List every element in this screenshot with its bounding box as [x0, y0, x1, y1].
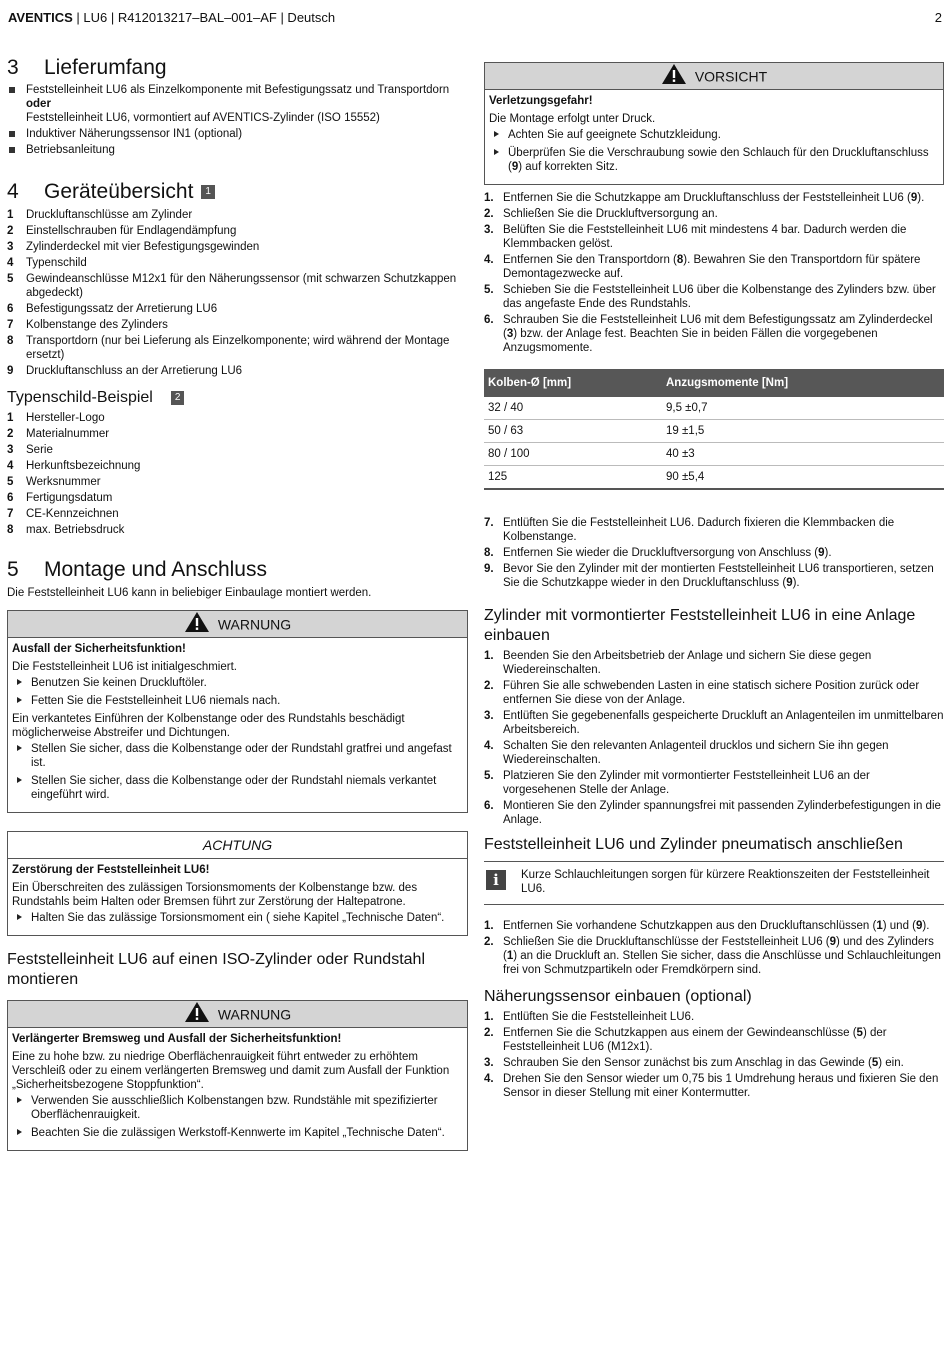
list-item: Induktiver Näherungssensor IN1 (optional) — [7, 127, 468, 141]
figure-ref: 1 — [201, 185, 215, 199]
list-item: 4 Herkunftsbezeichnung — [7, 460, 141, 472]
list-item: 4 Typenschild — [7, 257, 87, 269]
section-5-intro: Die Feststelleinheit LU6 kann in beliebiger Einbaulage montiert werden. — [7, 587, 372, 599]
list-item: 2 Einstellschrauben für Endlagendämpfung — [7, 225, 237, 237]
warning-text: Die Feststelleinheit LU6 ist initialgeschmiert. — [12, 661, 237, 673]
list-item: 7 CE-Kennzeichnen — [7, 508, 119, 520]
action-item: Achten Sie auf geeignete Schutzkleidung. — [489, 128, 939, 142]
table-cell: 80 / 100 — [484, 443, 662, 466]
action-item: Beachten Sie die zulässigen Werkstoff-Kennwerte im Kapitel „Technische Daten“. — [12, 1126, 463, 1140]
list-item: 2. Führen Sie alle schwebenden Lasten in eine statisch sichere Position zurück oder entfernen Sie diese von der Anlage. — [484, 680, 920, 706]
table-cell: 19 ±1,5 — [662, 420, 944, 443]
typeplate-list — [7, 411, 468, 537]
table-cell: 125 — [484, 466, 662, 490]
list-item: 1. Entfernen Sie vorhandene Schutzkappen aus den Druckluftanschlüssen (1) und (9). — [484, 920, 930, 932]
pneumatic-heading: Feststelleinheit LU6 und Zylinder pneumatisch anschließen — [484, 836, 903, 853]
table-row — [484, 466, 944, 490]
brand: AVENTICS — [8, 10, 73, 25]
list-item: 3. Entlüften Sie gegebenenfalls gespeicherte Druckluft an Anlagenteilen im unmittelbaren Arbeitsbereich. — [484, 710, 944, 736]
action-item: Verwenden Sie ausschließlich Kolbenstangen bzw. Rundstähle mit spezifizierter Oberflächenrauigkeit. — [12, 1094, 463, 1122]
list-item: 4. Schalten Sie den relevanten Anlagenteil drucklos und sichern Sie ihn gegen Wiedereinschalten. — [484, 740, 889, 766]
list-item: 3. Schrauben Sie den Sensor zunächst bis zum Anschlag in das Gewinde (5) ein. — [484, 1057, 904, 1069]
list-item: 8. Entfernen Sie wieder die Druckluftversorgung von Anschluss (9). — [484, 547, 832, 559]
list-item: 4. Drehen Sie den Sensor wieder um 0,75 bis 1 Umdrehung heraus und fixieren Sie den Sensor in dieser Stellung mit einer Kontermutter. — [484, 1073, 939, 1099]
warning-icon — [184, 1001, 210, 1031]
table-cell: 32 / 40 — [484, 397, 662, 420]
iso-heading: Feststelleinheit LU6 auf einen ISO-Zylinder oder Rundstahl montieren — [7, 951, 425, 988]
mount-steps-cont — [484, 516, 944, 590]
warning-header: WARNUNG — [8, 611, 467, 638]
column-header: Kolben-Ø [mm] — [484, 369, 662, 397]
caution-box — [484, 62, 944, 185]
notice-box — [7, 831, 468, 936]
table-header-row — [484, 369, 944, 397]
action-item: Halten Sie das zulässige Torsionsmoment ein ( siehe Kapitel „Technische Daten“. — [12, 911, 463, 925]
table-cell: 9,5 ±0,7 — [662, 397, 944, 420]
action-item: Stellen Sie sicher, dass die Kolbenstange oder der Rundstahl gratfrei und angefast ist. — [12, 742, 463, 770]
list-item: 4. Entfernen Sie den Transportdorn (8). Bewahren Sie den Transportdorn für spätere Demontagezwecke auf. — [484, 254, 921, 280]
list-item: 9 Druckluftanschluss an der Arretierung LU6 — [7, 365, 243, 377]
warning-icon — [661, 63, 687, 93]
list-item: Betriebsanleitung — [7, 143, 468, 157]
section-4-heading: 4 Geräteübersicht 1 — [7, 179, 468, 205]
caution-header: VORSICHT — [485, 63, 943, 90]
warning-text: Ein verkantetes Einführen der Kolbenstange oder des Rundstahls beschädigt möglicherweise Abstreifer und Dichtungen. — [12, 713, 405, 739]
warning-box — [7, 610, 468, 813]
list-item: 1. Entfernen Sie die Schutzkappe am Druckluftanschluss der Feststelleinheit LU6 (9). — [484, 192, 925, 204]
doc-info: | LU6 | R412013217–BAL–001–AF | Deutsch — [72, 10, 336, 25]
column-header: Anzugsmomente [Nm] — [662, 369, 944, 397]
info-text: Kurze Schlauchleitungen sorgen für kürzere Reaktionszeiten der Feststelleinheit LU6. — [521, 869, 930, 895]
section-5-heading: 5 Montage und Anschluss — [7, 558, 267, 581]
pneumatic-steps — [484, 919, 944, 977]
list-item: 2. Schließen Sie die Druckluftanschlüsse der Feststelleinheit LU6 (9) und des Zylinders (1) an die Druckluft an. Stellen Sie sicher, dass die Anschlüsse und Schlauchleitungen frei von Schmutzpartikeln oder Fremdkörpern sind. — [484, 936, 941, 976]
list-item: 5. Schieben Sie die Feststelleinheit LU6 über die Kolbenstange des Zylinders bzw. über das angefaste Ende des Rundstahls. — [484, 284, 936, 310]
table-cell: 50 / 63 — [484, 420, 662, 443]
mount-steps — [484, 191, 944, 355]
list-item: 1 Druckluftanschlüsse am Zylinder — [7, 209, 193, 221]
list-item: 3 Serie — [7, 444, 53, 456]
install-steps — [484, 649, 944, 827]
list-item: 6 Befestigungssatz der Arretierung LU6 — [7, 303, 218, 315]
warning-box — [7, 1000, 468, 1151]
warning-text: Eine zu hohe bzw. zu niedrige Oberflächenrauigkeit führt entweder zu erhöhtem Verschleiß oder zu einem verlängerten Bremsweg und damit zum Ausfall der Funktion „Sicherheitsbezogene Stoppfunktion“. — [12, 1051, 450, 1091]
action-item: Überprüfen Sie die Verschraubung sowie den Schlauch für den Druckluftanschluss (9) auf korrekten Sitz. — [489, 146, 939, 174]
list-item: 2 Materialnummer — [7, 428, 110, 440]
action-item: Fetten Sie die Feststelleinheit LU6 niemals nach. — [12, 694, 463, 708]
list-item: 6. Montieren Sie den Zylinder spannungsfrei mit passenden Zylinderbefestigungen in die Anlage. — [484, 800, 941, 826]
caution-text: Die Montage erfolgt unter Druck. — [489, 113, 656, 125]
table-row — [484, 443, 944, 466]
typeplate-heading: Typenschild-Beispiel 2 — [7, 388, 468, 408]
list-item: 7. Entlüften Sie die Feststelleinheit LU6. Dadurch fixieren die Klemmbacken die Kolbenstange. — [484, 517, 895, 543]
page-number: 2 — [934, 10, 942, 25]
sensor-heading: Näherungssensor einbauen (optional) — [484, 988, 752, 1005]
table-cell: 90 ±5,4 — [662, 466, 944, 490]
list-item: 5 Werksnummer — [7, 476, 101, 488]
warning-title: Ausfall der Sicherheitsfunktion! — [12, 643, 186, 655]
notice-header: ACHTUNG — [8, 832, 467, 859]
notice-title: Zerstörung der Feststelleinheit LU6! — [12, 864, 210, 876]
list-item: 5. Platzieren Sie den Zylinder mit vormontierter Feststelleinheit LU6 an der vorgesehenen Stelle der Anlage. — [484, 770, 870, 796]
install-heading: Zylinder mit vormontierter Feststelleinheit LU6 in eine Anlage einbauen — [484, 607, 916, 644]
list-item: 1. Beenden Sie den Arbeitsbetrieb der Anlage und sichern Sie diese gegen Wiedereinschalten. — [484, 650, 872, 676]
list-item: 1. Entlüften Sie die Feststelleinheit LU6. — [484, 1011, 695, 1023]
list-item: 7 Kolbenstange des Zylinders — [7, 319, 168, 331]
section-3-heading: 3 Lieferumfang — [7, 56, 167, 79]
caution-title: Verletzungsgefahr! — [489, 95, 593, 107]
list-item: 3 Zylinderdeckel mit vier Befestigungsgewinden — [7, 241, 260, 253]
list-item: 8 max. Betriebsdruck — [7, 524, 125, 536]
page-header — [8, 11, 942, 25]
list-item: 2. Entfernen Sie die Schutzkappen aus einem der Gewindeanschlüsse (5) der Feststelleinheit LU6 (M12x1). — [484, 1027, 887, 1053]
list-item: 2. Schließen Sie die Druckluftversorgung an. — [484, 208, 718, 220]
overview-list — [7, 208, 468, 378]
table-row — [484, 420, 944, 443]
list-item: 6. Schrauben Sie die Feststelleinheit LU6 mit dem Befestigungssatz am Zylinderdeckel (3) bzw. der Anlage fest. Beachten Sie in beiden Fällen die vorgegebenen Anzugsmomente. — [484, 314, 933, 354]
right-column — [484, 62, 944, 1102]
warning-title: Verlängerter Bremsweg und Ausfall der Sicherheitsfunktion! — [12, 1033, 342, 1045]
torque-table — [484, 369, 944, 490]
table-cell: 40 ±3 — [662, 443, 944, 466]
info-box — [484, 861, 944, 905]
figure-ref: 2 — [171, 391, 185, 405]
list-item: Feststelleinheit LU6 als Einzelkomponente mit Befestigungssatz und Transportdorn oder Feststelleinheit LU6, vormontiert auf AVENTICS-Zylinder (ISO 15552) — [7, 83, 468, 125]
warning-icon — [184, 611, 210, 641]
action-item: Benutzen Sie keinen Druckluftöler. — [12, 676, 463, 690]
left-column — [7, 55, 468, 1151]
list-item: 8 Transportdorn (nur bei Lieferung als Einzelkomponente; wird während der Montage ersetzt) — [7, 335, 450, 361]
list-item: 1 Hersteller-Logo — [7, 412, 105, 424]
info-icon: i — [486, 870, 506, 890]
list-item: 5 Gewindeanschlüsse M12x1 für den Näherungssensor (mit schwarzen Schutzkappen abgedeckt) — [7, 273, 457, 299]
list-item: 9. Bevor Sie den Zylinder mit der montierten Feststelleinheit LU6 transportieren, setzen Sie die Schutzkappe wieder in den Druckluftanschluss (9). — [484, 563, 934, 589]
list-item: 3. Belüften Sie die Feststelleinheit LU6 mit mindestens 4 bar. Dadurch werden die Klemmbacken gelöst. — [484, 224, 907, 250]
sensor-steps — [484, 1010, 944, 1100]
warning-header: WARNUNG — [8, 1001, 467, 1028]
notice-text: Ein Überschreiten des zulässigen Torsionsmoments der Kolbenstange bzw. des Rundstahls beim Halten oder Bremsen führt zur Zerstörung der Haltepatrone. — [12, 882, 418, 908]
list-item: 6 Fertigungsdatum — [7, 492, 113, 504]
table-row — [484, 397, 944, 420]
delivery-list — [7, 83, 468, 157]
action-item: Stellen Sie sicher, dass die Kolbenstange oder der Rundstahl niemals verkantet eingeführt wird. — [12, 774, 463, 802]
